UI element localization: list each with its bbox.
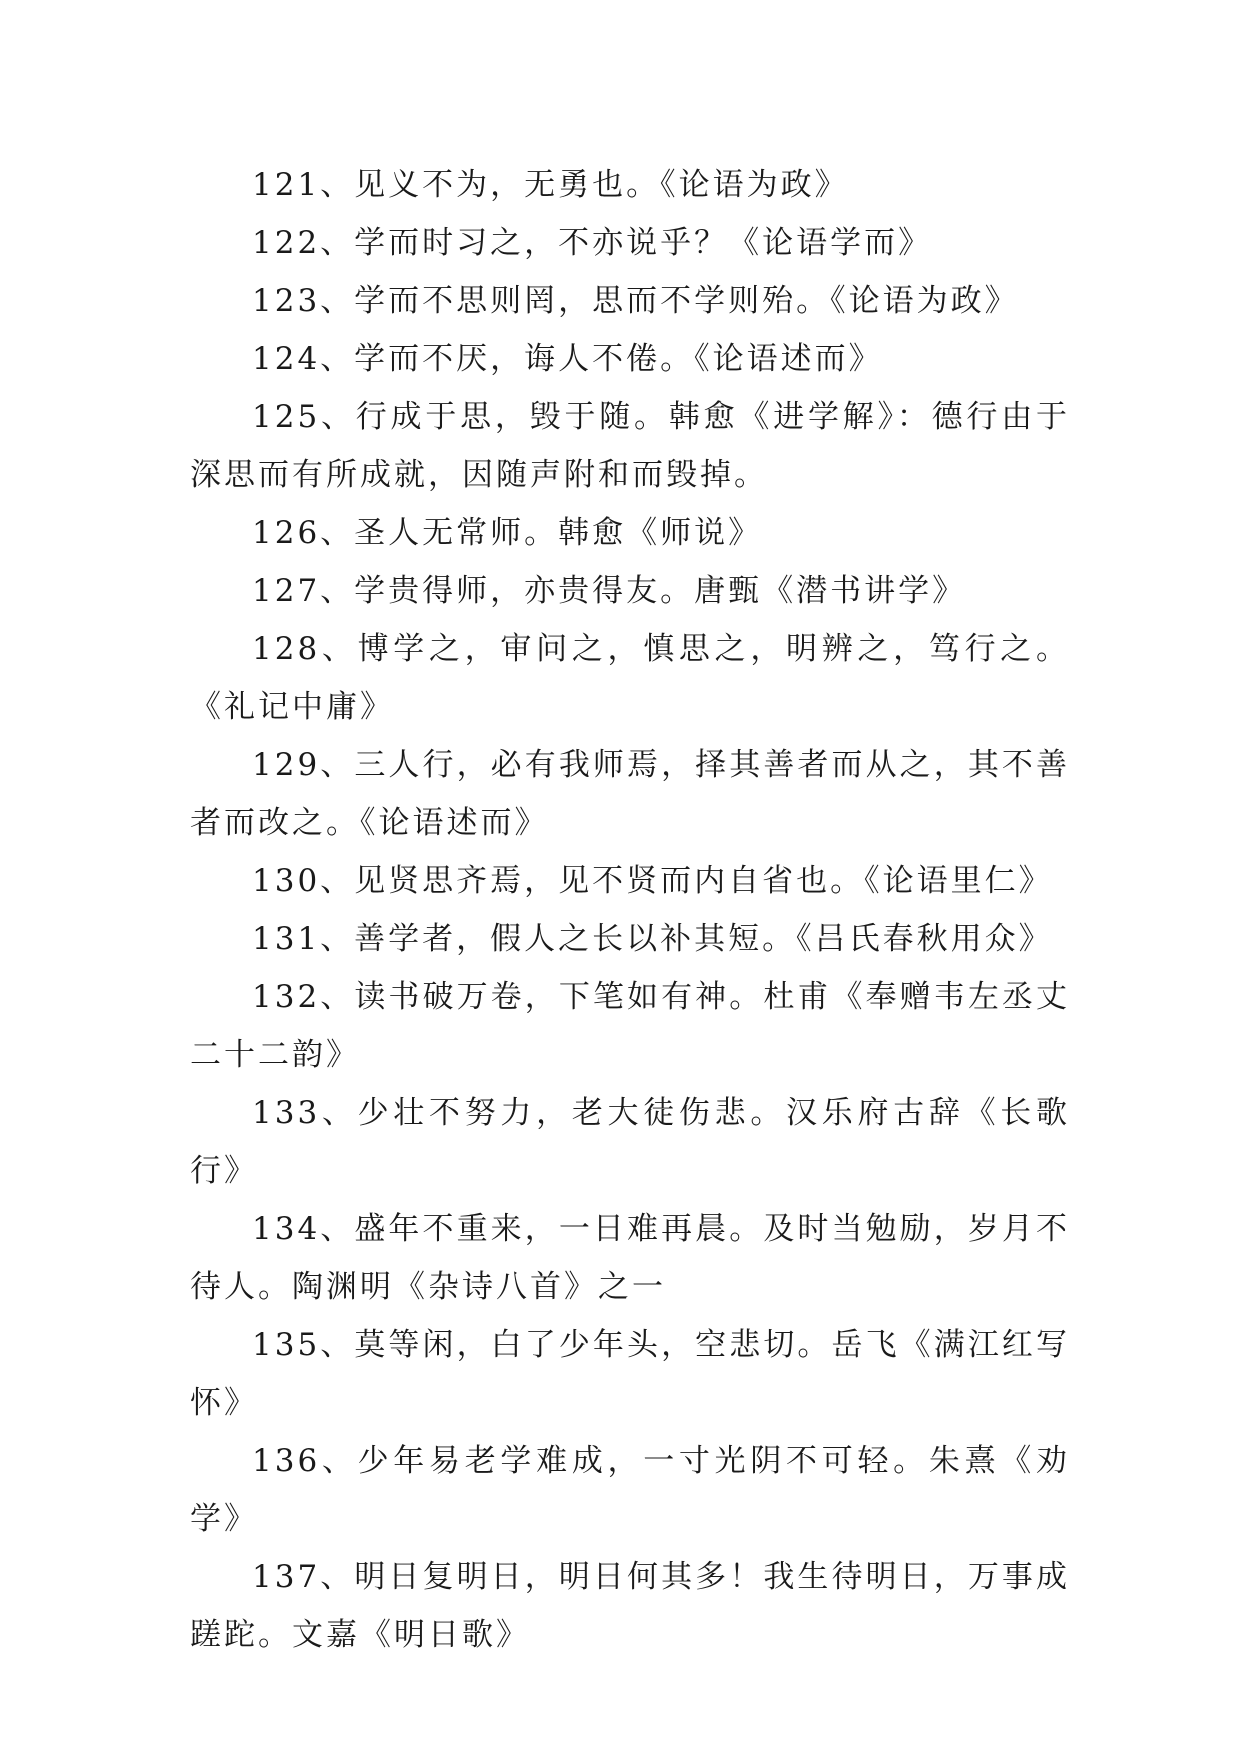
list-item: 123、学而不思则罔，思而不学则殆。《论语为政》: [252, 283, 1019, 319]
list-item: 124、学而不厌，诲人不倦。《论语述而》: [252, 341, 883, 377]
list-item: 137、明日复明日，明日何其多！我生待明日，万事成蹉跎。文嘉《明日歌》: [190, 1559, 1070, 1653]
list-item: 121、见义不为，无勇也。《论语为政》: [252, 167, 849, 203]
list-item: 131、善学者，假人之长以补其短。《吕氏春秋用众》: [252, 921, 1053, 957]
list-item: 125、行成于思，毁于随。韩愈《进学解》：德行由于深思而有所成就，因随声附和而毁掉。: [190, 399, 1070, 493]
list-item: 133、少壮不努力，老大徒伤悲。汉乐府古辞《长歌行》: [190, 1095, 1070, 1189]
list-item: 136、少年易老学难成，一寸光阴不可轻。朱熹《劝学》: [190, 1443, 1070, 1537]
list-item: 126、圣人无常师。韩愈《师说》: [252, 515, 763, 551]
list-item: 135、莫等闲，白了少年头，空悲切。岳飞《满江红写怀》: [190, 1327, 1070, 1421]
list-item: 132、读书破万卷，下笔如有神。杜甫《奉赠韦左丞丈二十二韵》: [190, 979, 1070, 1073]
quotation-list: [190, 156, 1070, 1664]
list-item: 122、学而时习之，不亦说乎？《论语学而》: [252, 225, 933, 261]
list-item: 129、三人行，必有我师焉，择其善者而从之，其不善者而改之。《论语述而》: [190, 747, 1070, 841]
list-item: 128、博学之，审问之，慎思之，明辨之，笃行之。《礼记中庸》: [190, 631, 1070, 725]
list-item: 134、盛年不重来，一日难再晨。及时当勉励，岁月不待人。陶渊明《杂诗八首》之一: [190, 1211, 1070, 1305]
list-item: 127、学贵得师，亦贵得友。唐甄《潜书讲学》: [252, 573, 967, 609]
list-item: 130、见贤思齐焉，见不贤而内自省也。《论语里仁》: [252, 863, 1053, 899]
